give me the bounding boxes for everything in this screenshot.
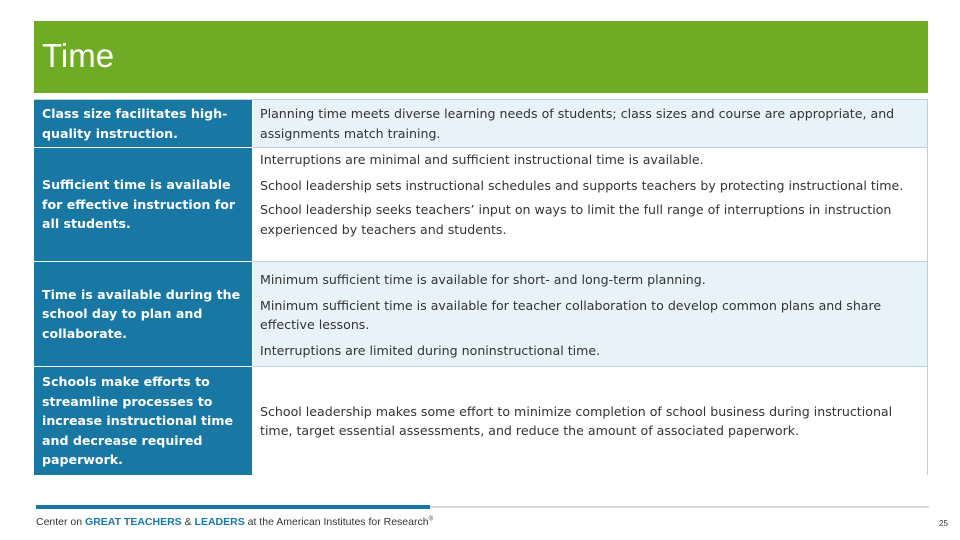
row-label: Class size facilitates high-quality instruction. — [34, 100, 252, 148]
page-number: 25 — [939, 519, 948, 528]
row-item: Interruptions are limited during noninstructional time. — [260, 342, 601, 358]
row-item: Minimum sufficient time is available for short- and long-term planning. — [260, 272, 706, 287]
title-bar — [34, 21, 928, 93]
table-row — [34, 367, 927, 475]
footer-amp: & — [181, 516, 195, 528]
row-item: Planning time meets diverse learning needs of students; class sizes and course are appropriate, and assignments match training. — [260, 106, 895, 141]
row-item: School leadership makes some effort to minimize completion of school business during instructional time, target essential assessments, and reduce the amount of associated paperwork. — [260, 403, 893, 438]
row-item: School leadership seeks teachers’ input on ways to limit the full range of interruptions in instruction experienced by teachers and students. — [260, 202, 892, 237]
row-content — [253, 367, 927, 475]
row-content — [253, 262, 927, 367]
row-item: Interruptions are minimal and sufficient instructional time is available. — [260, 152, 704, 167]
table-row — [34, 100, 927, 148]
row-label: Sufficient time is available for effective instruction for all students. — [34, 148, 252, 262]
registered-mark: ® — [428, 516, 433, 523]
row-item: School leadership sets instructional schedules and supports teachers by protecting instructional time. — [260, 177, 904, 193]
row-label: Schools make efforts to streamline processes to increase instructional time and decrease required paperwork. — [34, 367, 252, 475]
footer-credit — [36, 516, 433, 528]
footer-brand-2: LEADERS — [194, 516, 245, 528]
table-row — [34, 262, 927, 367]
footer-brand-1: GREAT TEACHERS — [85, 516, 182, 528]
footer-accent-bar — [36, 505, 430, 509]
table-row — [34, 148, 927, 262]
footer-prefix: Center on — [36, 516, 86, 528]
row-content — [253, 100, 927, 148]
row-label: Time is available during the school day to plan and collaborate. — [34, 262, 252, 367]
page-title: Time — [42, 37, 115, 74]
criteria-table — [34, 99, 928, 475]
row-item: Minimum sufficient time is available for teacher collaboration to develop common plans and share effective lessons. — [260, 297, 882, 332]
footer-suffix: at the American Institutes for Research — [244, 516, 429, 528]
row-content — [253, 148, 927, 262]
